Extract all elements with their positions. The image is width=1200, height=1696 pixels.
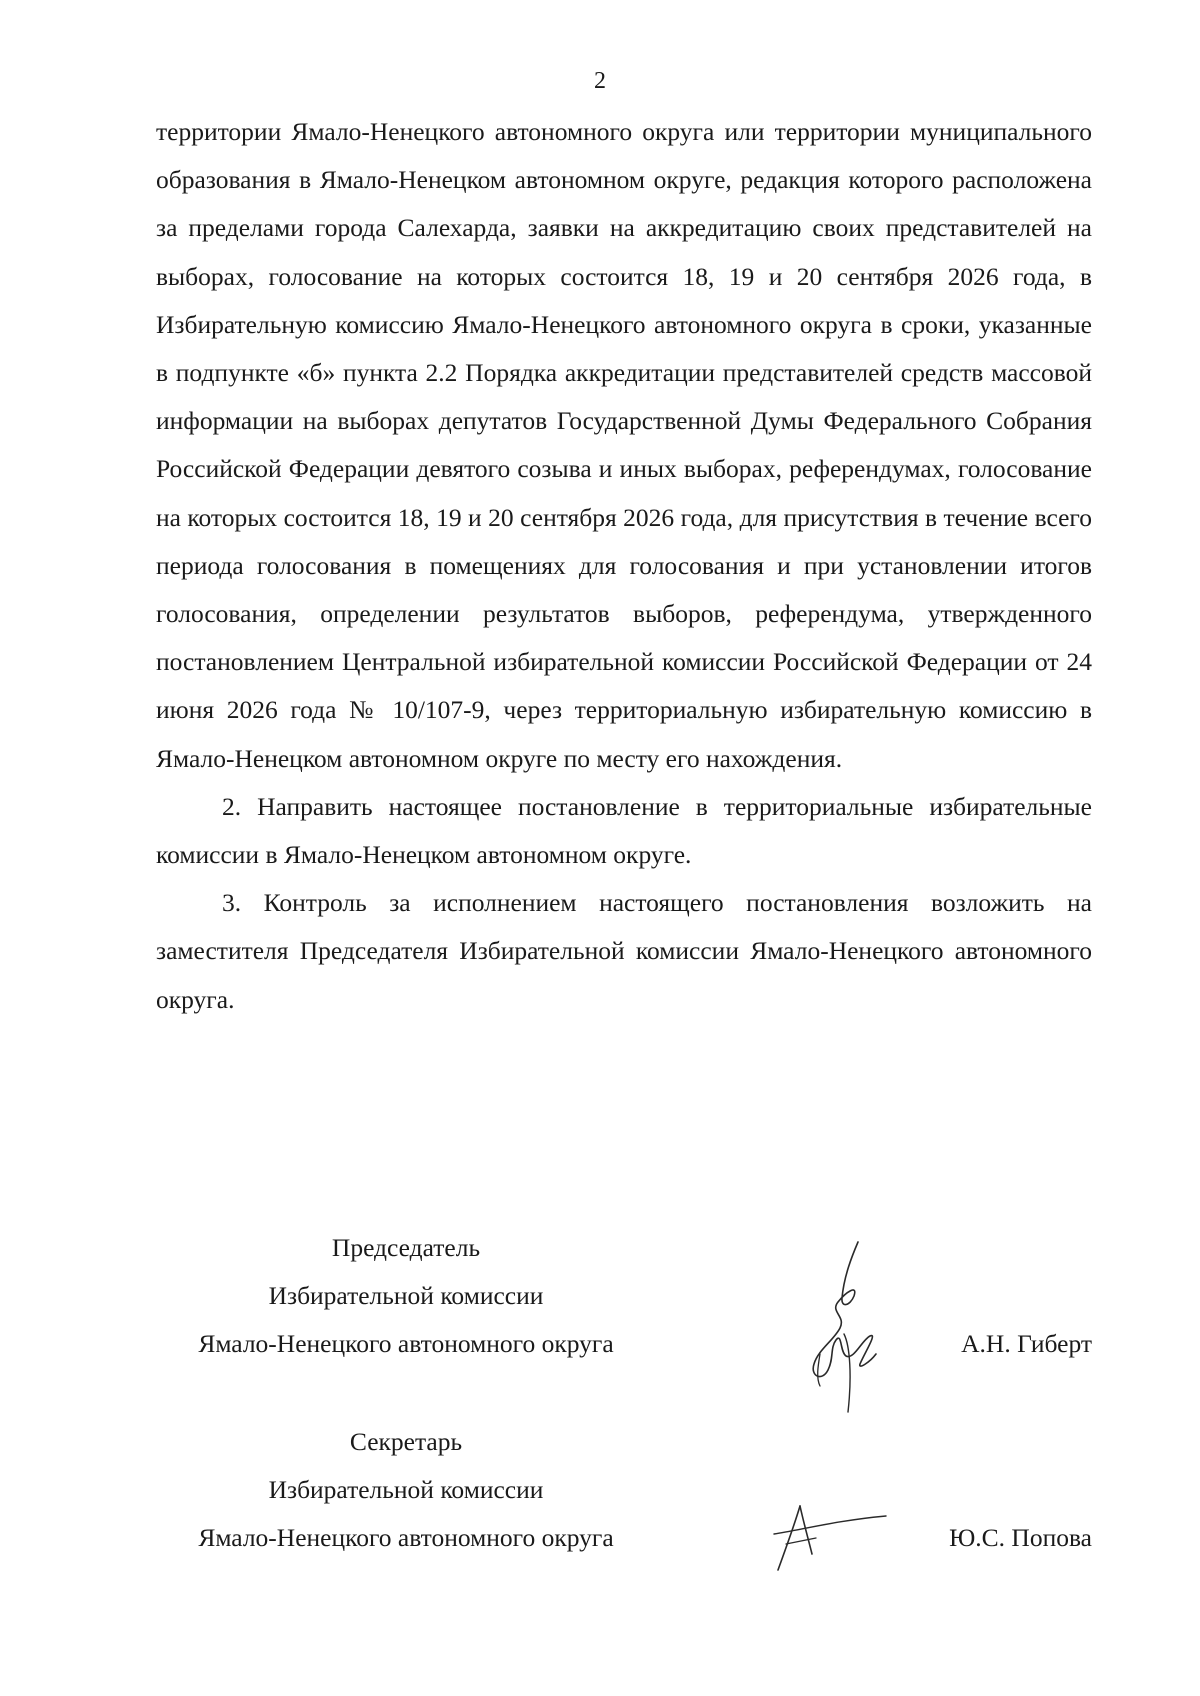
signatory-name: Ю.С. Попова (949, 1523, 1092, 1552)
signature-title (156, 1418, 656, 1562)
page-number: 2 (594, 68, 606, 94)
signature-title-line: Секретарь (349, 1427, 463, 1456)
signature-title-line: Избирательной комиссии (268, 1281, 544, 1310)
signature-block-chairman (156, 1224, 1092, 1368)
handwritten-signature-chairman (800, 1236, 910, 1436)
paragraph-item-3: 3. Контроль за исполнением настоящего постановления возложить на заместителя Председателя Избирательной комиссии Ямало-Ненецкого автономного округа. (156, 888, 1092, 1014)
paragraph-item-2: 2. Направить настоящее постановление в территориальные избирательные комиссии в Ямало-Ненецком автономном округе. (156, 791, 1092, 870)
handwritten-signature-secretary (770, 1500, 890, 1580)
signature-title-line: Ямало-Ненецкого автономного округа (198, 1523, 614, 1552)
document-body (156, 108, 1092, 1024)
signature-title-line: Избирательной комиссии (268, 1475, 544, 1504)
signature-title-line: Председатель (331, 1233, 481, 1262)
signature-block-secretary (156, 1418, 1092, 1562)
signature-title (156, 1224, 656, 1368)
paragraph-continuation: территории Ямало-Ненецкого автономного округа или территории муниципального образования в Ямало-Ненецком автономном округе, редакция которого расположена за пределами города Салехарда, заявки на аккредитацию своих представителей на выборах, голосование на которых состоится 18, 19 и 20 сентября 2026 года, в Избирательную комиссию Ямало-Ненецкого автономного округа в сроки, указанные в подпункте «б» пункта 2.2 Порядка аккредитации представителей средств массовой информации на выборах депутатов Государственной Думы Федерального Собрания Российской Федерации девятого созыва и иных выборах, референдумах, голосование на которых состоится 18, 19 и 20 сентября 2026 года, для присутствия в течение всего периода голосования в помещениях для голосования и при установлении итогов голосования, определении результатов выборов, референдума, утвержденного постановлением Центральной избирательной комиссии Российской Федерации от 24 июня 2026 года № 10/107-9, через территориальную избирательную комиссию в Ямало-Ненецком автономном округе по месту его нахождения. (156, 117, 1092, 773)
signatory-name: А.Н. Гиберт (961, 1329, 1092, 1358)
signature-title-line: Ямало-Ненецкого автономного округа (198, 1329, 614, 1358)
